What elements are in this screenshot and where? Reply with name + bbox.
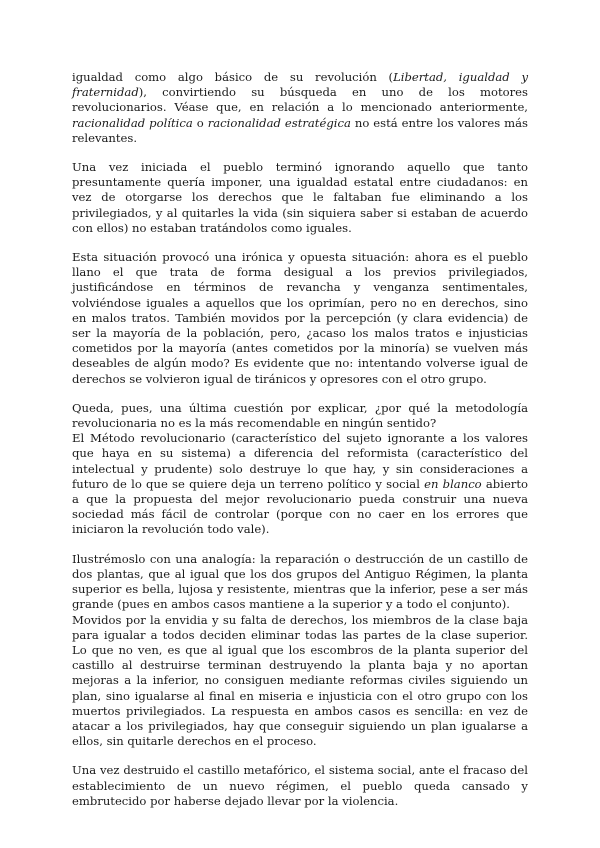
paragraph-4: Queda, pues, una última cuestión por explicar, ¿por qué la metodología revolucionaria no es la más recomendable en ningún sentido? xyxy=(72,400,528,431)
paragraph-1 xyxy=(72,70,528,146)
paragraph-5 xyxy=(72,431,528,537)
paragraph-5-italic-blank: en blanco xyxy=(424,476,482,491)
paragraph-5-text-a: El Método revolucionario (característico del sujeto ignorante a los valores que haya en su sistema) a diferencia del reformista (característico del intelectual y prudente) solo destruye lo que hay, y sin consideraciones a futuro de lo que se quiere deja un terreno político y social xyxy=(72,431,528,491)
paragraph-8: Una vez destruido el castillo metafórico, el sistema social, ante el fracaso del establecimiento de un nuevo régimen, el pueblo queda cansado y embrutecido por haberse dejado llevar por la violencia. xyxy=(72,763,528,808)
paragraph-1-text-e: o xyxy=(192,115,208,130)
paragraph-gap xyxy=(72,538,528,552)
paragraph-1-italic-political: racionalidad política xyxy=(72,115,193,130)
paragraph-7: Movidos por la envidia y su falta de derechos, los miembros de la clase baja para igualar a todos deciden eliminar todas las partes de la clase superior. Lo que no ven, es que al igual que los escombros de la planta superior del castillo al destruirse terminan destruyendo la planta baja y no aportan mejoras a la inferior, no consiguen mediante reformas civiles siguiendo un plan, sino igualarse al final en miseria e injusticia con el otro grupo con los muertos privilegiados. La respuesta en ambos casos es sencilla: en vez de atacar a los privilegiados, hay que conseguir siguiendo un plan igualarse a ellos, sin quitarle derechos en el proceso. xyxy=(72,612,528,749)
paragraph-1-italic-motto: Libertad, igualdad y fraternidad xyxy=(72,70,528,100)
paragraph-1-text-g: no está entre los valores más relevantes. xyxy=(72,115,528,145)
paragraph-3: Esta situación provocó una irónica y opuesta situación: ahora es el pueblo llano el que trata de forma desigual a los previos privilegiados, justificándose en términos de revancha y venganza sentimentales, volviéndose iguales a aquellos que los oprimían, pero no en derechos, sino en malos tratos. También movidos por la percepción (y clara evidencia) de ser la mayoría de la población, pero, ¿acaso los malos tratos e injusticias cometidos por la mayoría (antes cometidos por la minoría) se vuelven más deseables de algún modo? Es evidente que no: intentando volverse igual de derechos se volvieron igual de tiránicos y opresores con el otro grupo. xyxy=(72,250,528,386)
paragraph-gap xyxy=(72,387,528,401)
paragraph-6: Ilustrémoslo con una analogía: la reparación o destrucción de un castillo de dos plantas, que al igual que los dos grupos del Antiguo Régimen, la planta superior es bella, lujosa y resistente, mientras que la inferior, pese a ser más grande (pues en ambos casos mantiene a la superior y a todo el conjunto). xyxy=(72,551,528,612)
paragraph-1-text-a: igualdad como algo básico de su revolución ( xyxy=(72,70,394,84)
document-body xyxy=(72,70,528,809)
paragraph-5-text-c: abierto a que la propuesta del mejor revolucionario pueda construir una nueva sociedad más fácil de controlar (porque con no caer en los errores que iniciaron la revolución todo vale). xyxy=(72,476,528,537)
paragraph-gap xyxy=(72,236,528,250)
paragraph-1-text-c: ), convirtiendo su búsqueda en uno de los motores revolucionarios. Véase que, en relación a lo mencionado anteriormente, xyxy=(72,85,528,115)
paragraph-gap xyxy=(72,146,528,160)
paragraph-1-italic-strategic: racionalidad estratégica xyxy=(207,115,351,130)
paragraph-2: Una vez iniciada el pueblo terminó ignorando aquello que tanto presuntamente quería imponer, una igualdad estatal entre ciudadanos: en vez de otorgarse los derechos que le faltaban fue eliminando a los privilegiados, y al quitarles la vida (sin siquiera saber si estaban de acuerdo con ellos) no estaban tratándolos como iguales. xyxy=(72,160,528,235)
paragraph-gap xyxy=(72,749,528,763)
